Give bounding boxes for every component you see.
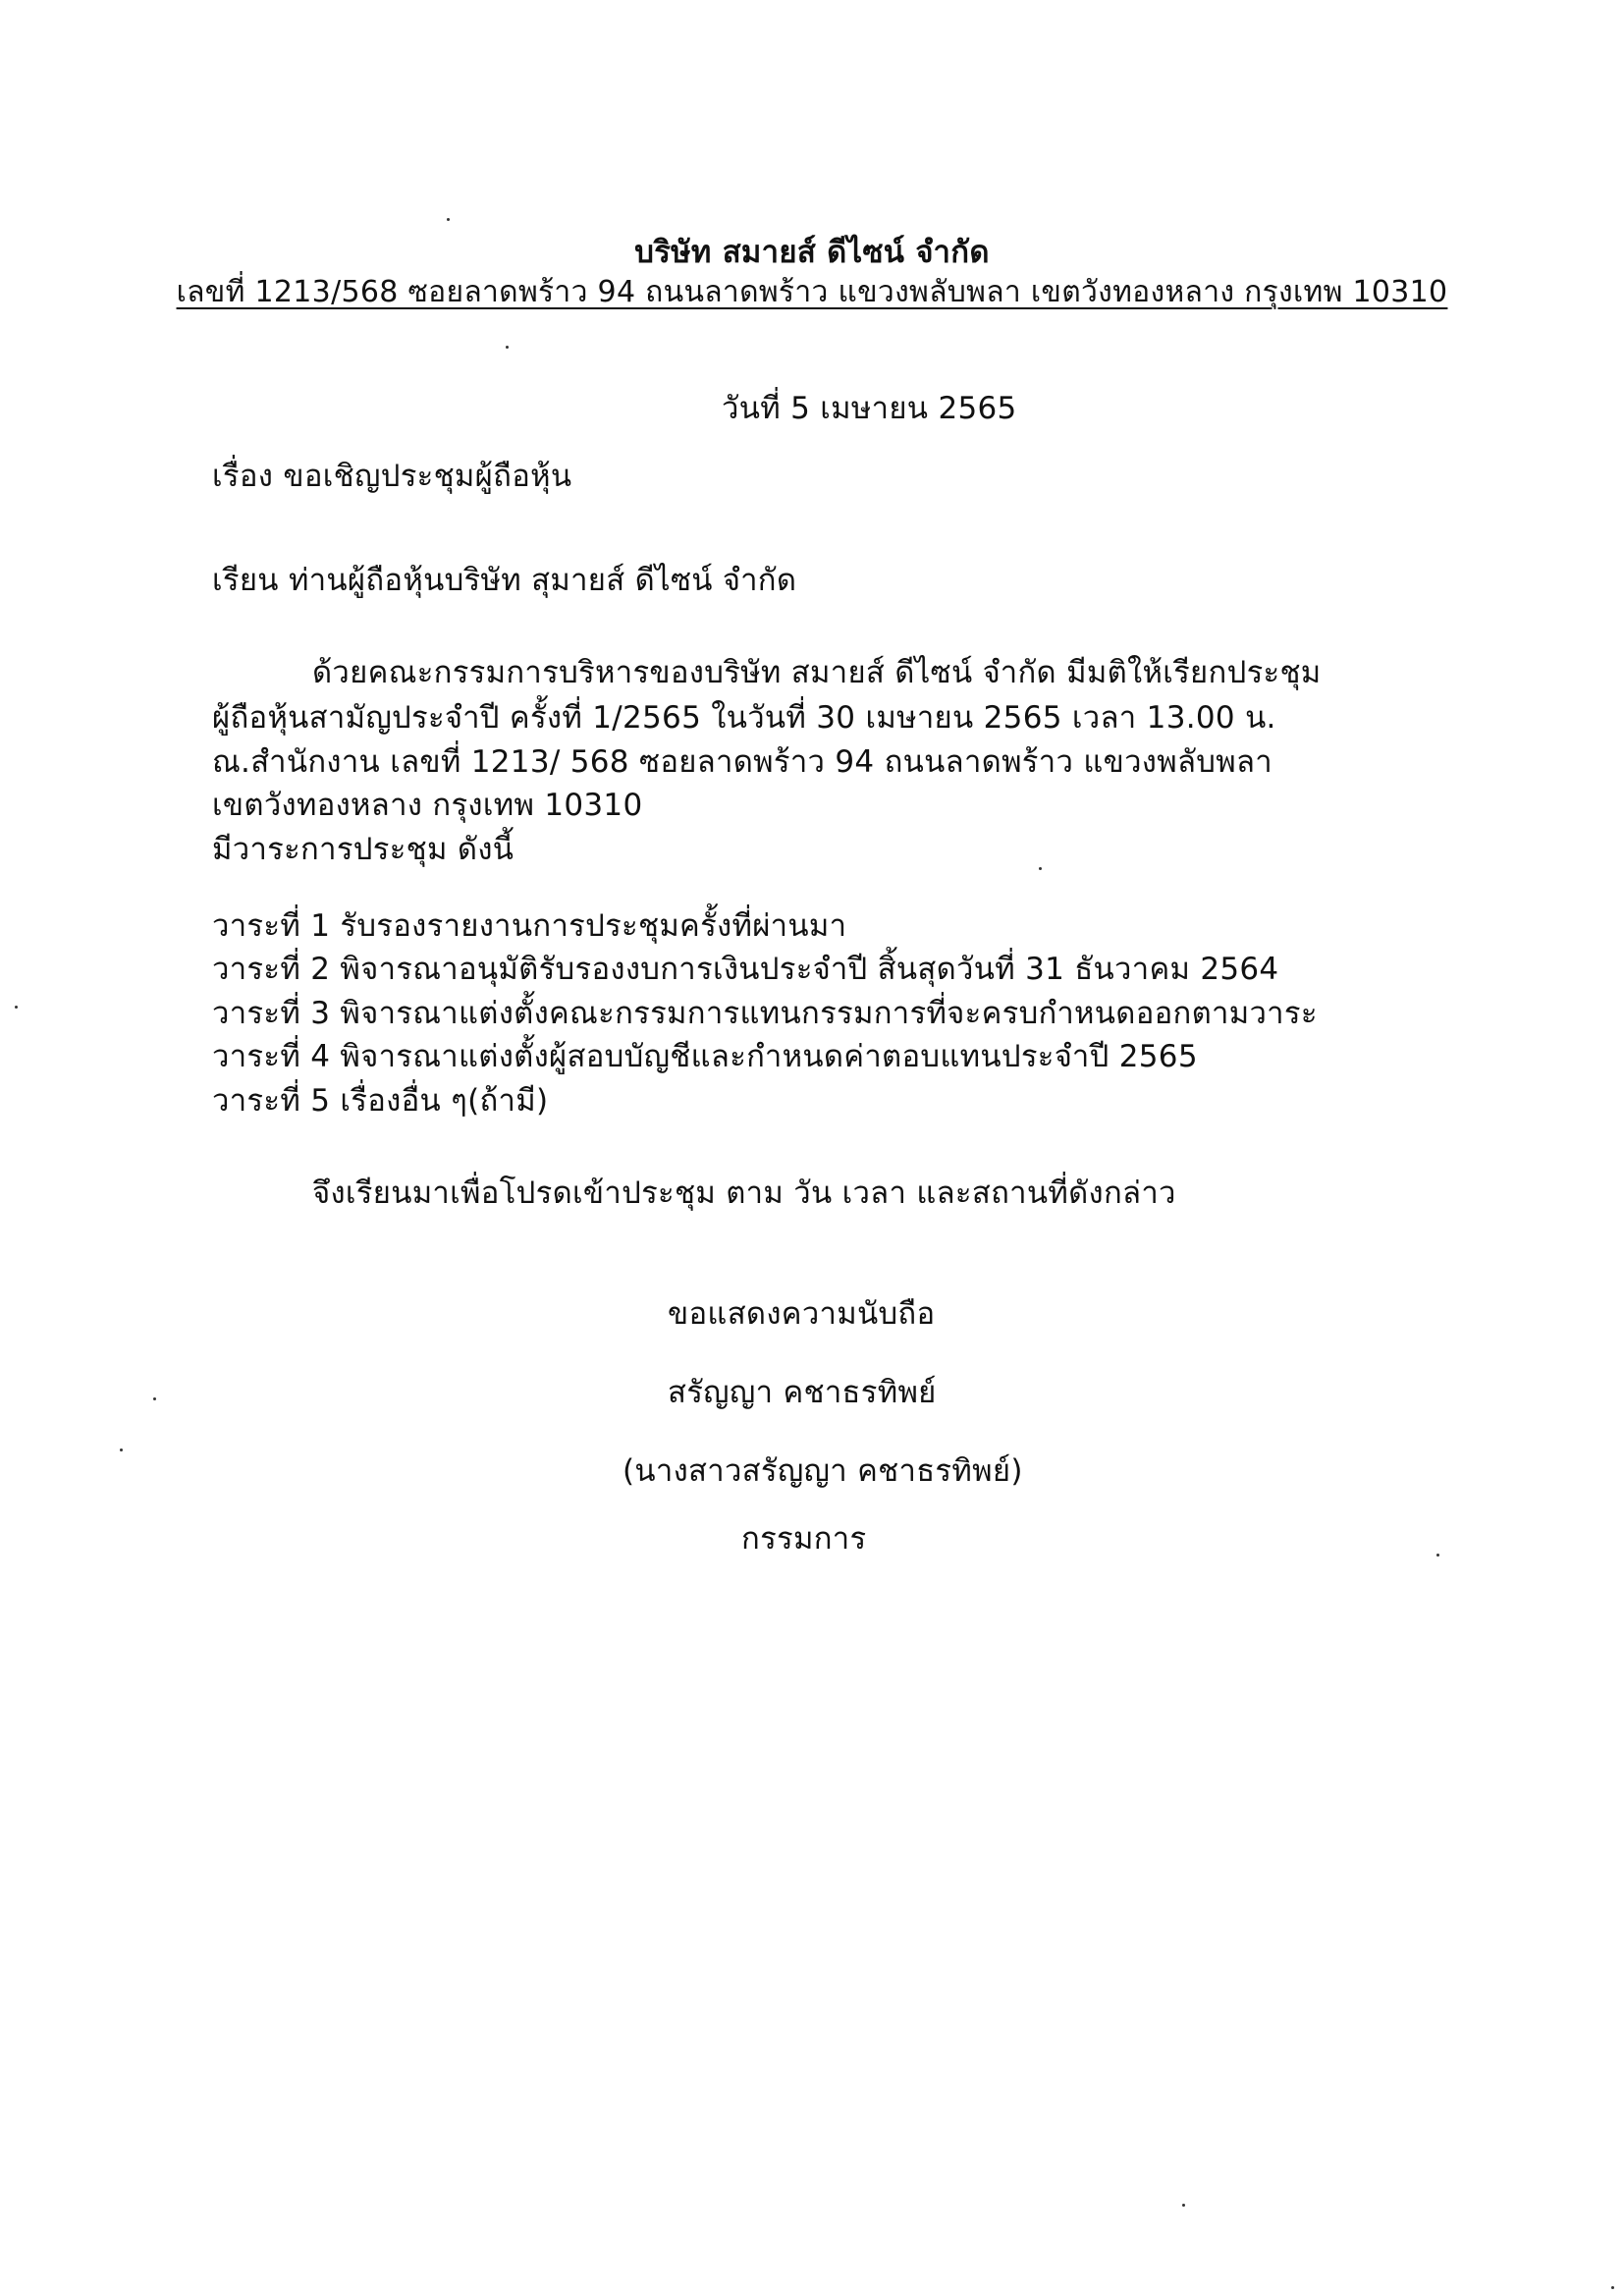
scan-speck	[447, 218, 450, 221]
scan-speck	[1182, 2204, 1185, 2207]
body-line: ผู้ถือหุ้นสามัญประจำปี ครั้งที่ 1/2565 ในวันที่ 30 เมษายน 2565 เวลา 13.00 น.	[212, 700, 1276, 736]
scan-speck	[15, 1006, 18, 1009]
signer-title: กรรมการ	[741, 1521, 867, 1557]
closing-line: จึงเรียนมาเพื่อโปรดเข้าประชุม ตาม วัน เวลา และสถานที่ดังกล่าว	[312, 1175, 1176, 1211]
regards-text: ขอแสดงความนับถือ	[668, 1296, 936, 1332]
scan-speck	[1436, 1554, 1439, 1557]
agenda-item: วาระที่ 2 พิจารณาอนุมัติรับรองงบการเงินประจำปี สิ้นสุดวันที่ 31 ธันวาคม 2564	[212, 952, 1279, 987]
scan-speck	[153, 1397, 156, 1400]
printed-name: (นางสาวสรัญญา คชาธรทิพย์)	[623, 1453, 1023, 1489]
body-line: ณ.สำนักงาน เลขที่ 1213/ 568 ซอยลาดพร้าว 94 ถนนลาดพร้าว แขวงพลับพลา	[212, 744, 1272, 780]
agenda-item: วาระที่ 1 รับรองรายงานการประชุมครั้งที่ผ่านมา	[212, 908, 847, 944]
company-name: บริษัท สมายส์ ดีไซน์ จำกัด	[634, 235, 990, 270]
agenda-item: วาระที่ 3 พิจารณาแต่งตั้งคณะกรรมการแทนกรรมการที่จะครบกำหนดออกตามวาระ	[212, 996, 1318, 1031]
body-line: มีวาระการประชุม ดังนี้	[212, 832, 514, 867]
company-address: เลขที่ 1213/568 ซอยลาดพร้าว 94 ถนนลาดพร้าว แขวงพลับพลา เขตวังทองหลาง กรุงเทพ 10310	[176, 275, 1448, 309]
scan-speck	[506, 346, 509, 349]
body-line: เขตวังทองหลาง กรุงเทพ 10310	[212, 788, 643, 823]
body-line: ด้วยคณะกรรมการบริหารของบริษัท สมายส์ ดีไซน์ จำกัด มีมติให้เรียกประชุม	[312, 655, 1322, 690]
letter-recipient: เรียน ท่านผู้ถือหุ้นบริษัท สุมายส์ ดีไซน์ จำกัด	[212, 563, 797, 598]
scan-speck	[120, 1449, 123, 1451]
letter-subject: เรื่อง ขอเชิญประชุมผู้ถือหุ้น	[212, 459, 572, 494]
letter-date: วันที่ 5 เมษายน 2565	[722, 391, 1017, 426]
agenda-item: วาระที่ 5 เรื่องอื่น ๆ(ถ้ามี)	[212, 1083, 549, 1119]
scan-speck	[1039, 867, 1042, 870]
agenda-item: วาระที่ 4 พิจารณาแต่งตั้งผู้สอบบัญชีและกำหนดค่าตอบแทนประจำปี 2565	[212, 1039, 1198, 1074]
scan-speck	[1611, 2286, 1614, 2289]
signature-name: สรัญญา คชาธรทิพย์	[668, 1375, 937, 1410]
